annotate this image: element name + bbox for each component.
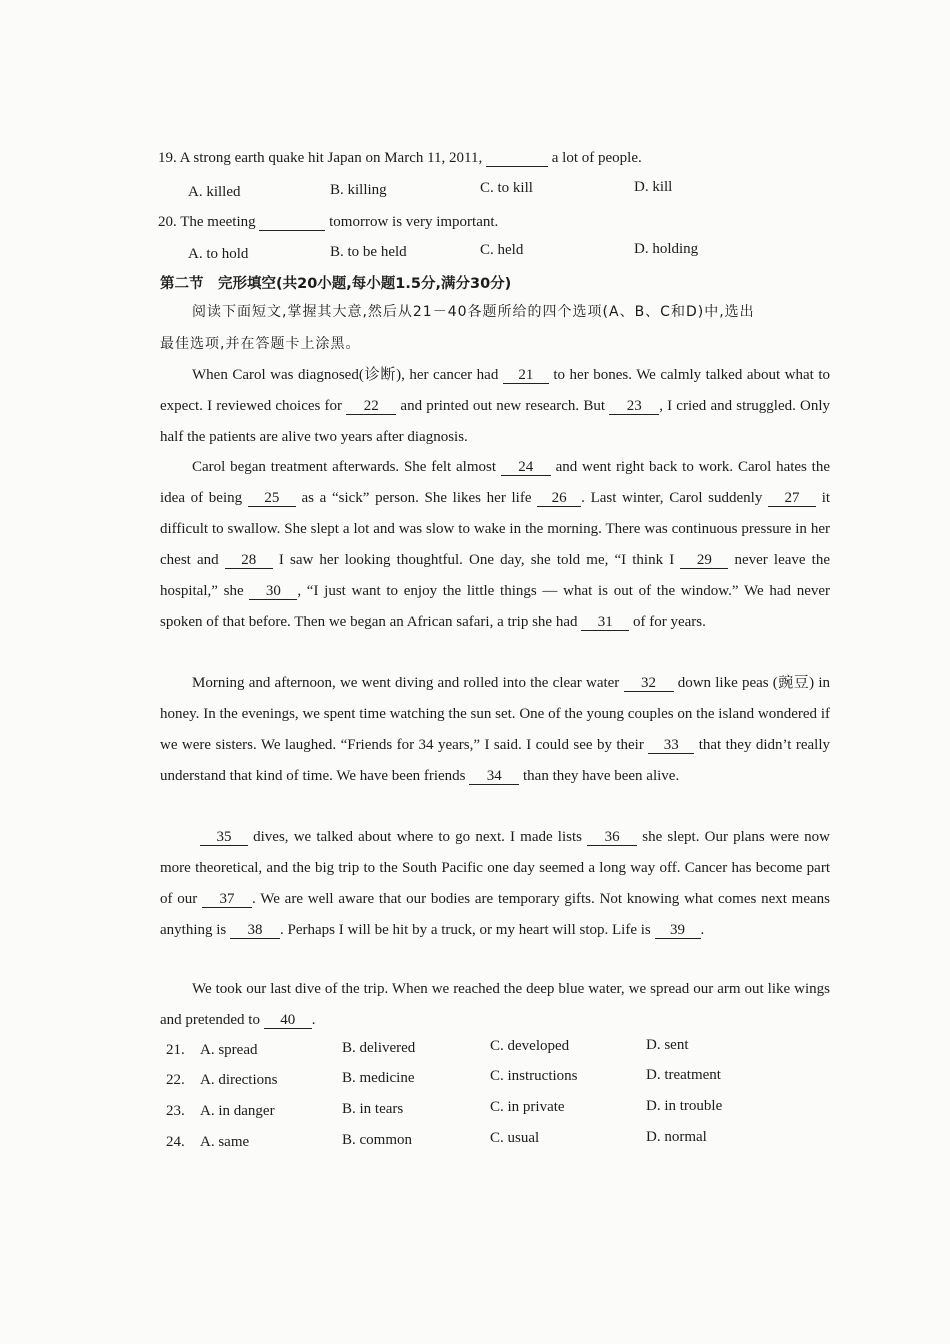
passage-text: down like peas (豌豆) in honey. In the evenings, we spent time watching the sun set. One of the young couples on the island wondered if we were sisters. We laughed. “Friends for 34 years,” I said. I could see by their: [160, 675, 830, 753]
passage-text: . Last winter, Carol suddenly: [581, 490, 763, 506]
q20-option-a: A. to hold: [188, 246, 249, 262]
blank-38: 38: [230, 922, 280, 939]
blank-26: 26: [537, 490, 581, 507]
blank-36: 36: [587, 829, 637, 846]
blank-21: 21: [503, 367, 549, 384]
blank-30: 30: [249, 583, 297, 600]
passage-text: When Carol was diagnosed(诊断), her cancer had: [192, 367, 499, 383]
passage-text: We took our last dive of the trip. When we reached the deep blue water, we spread our arm out like wings and pretended to: [160, 981, 830, 1028]
blank-22: 22: [346, 398, 396, 415]
passage-text: , I cried and struggled. Only half the patients are alive two years after diagnosis.: [160, 398, 831, 445]
passage-text: as a “sick” person. She likes her life: [301, 490, 532, 506]
blank-34: 34: [469, 768, 519, 785]
blank-27: 27: [768, 490, 816, 507]
blank-23: 23: [609, 398, 659, 415]
choice-22-option-c: C. instructions: [490, 1068, 578, 1084]
choice-21-option-b: B. delivered: [342, 1040, 416, 1056]
blank-25: 25: [248, 490, 296, 507]
choice-23-option-b: B. in tears: [342, 1101, 404, 1117]
blank-31: 31: [581, 614, 629, 631]
blank-29: 29: [680, 552, 728, 569]
question-19-stem-end: a lot of people.: [551, 150, 642, 166]
q19-option-a: A. killed: [188, 184, 241, 200]
choice-23-option-c: C. in private: [490, 1099, 565, 1115]
blank-35: 35: [200, 829, 248, 846]
question-20-stem: [158, 212, 498, 232]
passage-text: that they didn’t really understand that kind of time. We have been friends: [160, 737, 830, 784]
choice-24-option-b: B. common: [342, 1132, 412, 1148]
blank-33: 33: [648, 737, 694, 754]
question-20-blank: [259, 214, 325, 231]
question-20-stem-start: 20. The meeting: [158, 214, 256, 230]
passage-text: it difficult to swallow. She slept a lot and was slow to wake in the morning. There was continuous pressure in her chest and: [160, 490, 831, 568]
choice-24-option-a: A. same: [200, 1134, 250, 1150]
q19-option-c: C. to kill: [480, 180, 533, 196]
passage-text: and printed out new research. But: [400, 398, 605, 414]
choice-23-option-d: D. in trouble: [646, 1098, 723, 1114]
passage-text: .: [311, 1012, 316, 1028]
blank-40: 40: [264, 1012, 312, 1029]
blank-39: 39: [655, 922, 701, 939]
choice-22-number: 22.: [166, 1072, 185, 1088]
passage-paragraph-5: [160, 974, 830, 1036]
choice-21-option-c: C. developed: [490, 1038, 570, 1054]
passage-text: , “I just want to enjoy the little things — what is out of the window.” We had never spoken of that before. Then we began an African safari, a trip she had: [160, 583, 831, 630]
choice-21-option-a: A. spread: [200, 1042, 258, 1058]
question-19-blank: [486, 150, 548, 167]
q20-option-b: B. to be held: [330, 244, 407, 260]
choice-23-option-a: A. in danger: [200, 1103, 275, 1119]
q20-option-d: D. holding: [634, 241, 699, 257]
q20-option-c: C. held: [480, 242, 524, 258]
section-heading: 第二节 完形填空(共20小题,每小题1.5分,满分30分): [160, 276, 512, 292]
passage-text: Carol began treatment afterwards. She felt almost: [192, 459, 496, 475]
choice-22-option-a: A. directions: [200, 1072, 278, 1088]
question-19-stem-start: 19. A strong earth quake hit Japan on March 11, 2011,: [158, 150, 483, 166]
section-instruction-line1: 阅读下面短文,掌握其大意,然后从21－40各题所给的四个选项(A、B、C和D)中,选出: [192, 304, 755, 320]
q19-option-d: D. kill: [634, 179, 673, 195]
choice-21-number: 21.: [166, 1042, 185, 1058]
choice-21-option-d: D. sent: [646, 1037, 689, 1053]
passage-text: she slept. Our plans were now more theoretical, and the big trip to the South Pacific one day seemed a long way off. Cancer has become part of our: [160, 829, 830, 907]
blank-32: 32: [624, 675, 674, 692]
blank-24: 24: [501, 459, 551, 476]
passage-text: Morning and afternoon, we went diving and rolled into the clear water: [192, 675, 620, 691]
passage-text: to her bones. We calmly talked about what to expect. I reviewed choices for: [160, 367, 831, 414]
passage-paragraph-2: [160, 452, 830, 638]
question-19-stem: [158, 148, 642, 168]
question-20-stem-end: tomorrow is very important.: [329, 214, 499, 230]
passage-text: I saw her looking thoughtful. One day, she told me, “I think I: [278, 552, 675, 568]
passage-text: dives, we talked about where to go next. I made lists: [253, 829, 582, 845]
choice-23-number: 23.: [166, 1103, 185, 1119]
passage-text: .: [700, 922, 705, 938]
choice-24-option-c: C. usual: [490, 1130, 540, 1146]
choice-24-number: 24.: [166, 1134, 185, 1150]
passage-text: . Perhaps I will be hit by a truck, or my heart will stop. Life is: [280, 922, 651, 938]
blank-28: 28: [225, 552, 273, 569]
passage-paragraph-3: [160, 668, 830, 792]
passage-text: . We are well aware that our bodies are temporary gifts. Not knowing what comes next means anything is: [160, 891, 830, 938]
passage-text: and went right back to work. Carol hates the idea of being: [160, 459, 830, 506]
passage-text: of for years.: [632, 614, 706, 630]
choice-22-option-b: B. medicine: [342, 1070, 415, 1086]
q19-option-b: B. killing: [330, 182, 387, 198]
passage-text: never leave the hospital,” she: [160, 552, 831, 599]
blank-37: 37: [202, 891, 252, 908]
passage-text: than they have been alive.: [523, 768, 680, 784]
choice-22-option-d: D. treatment: [646, 1067, 721, 1083]
passage-paragraph-4: [160, 822, 830, 946]
passage-paragraph-1: [160, 360, 830, 453]
section-instruction-line2: 最佳选项,并在答题卡上涂黑。: [160, 336, 361, 352]
choice-24-option-d: D. normal: [646, 1129, 707, 1145]
